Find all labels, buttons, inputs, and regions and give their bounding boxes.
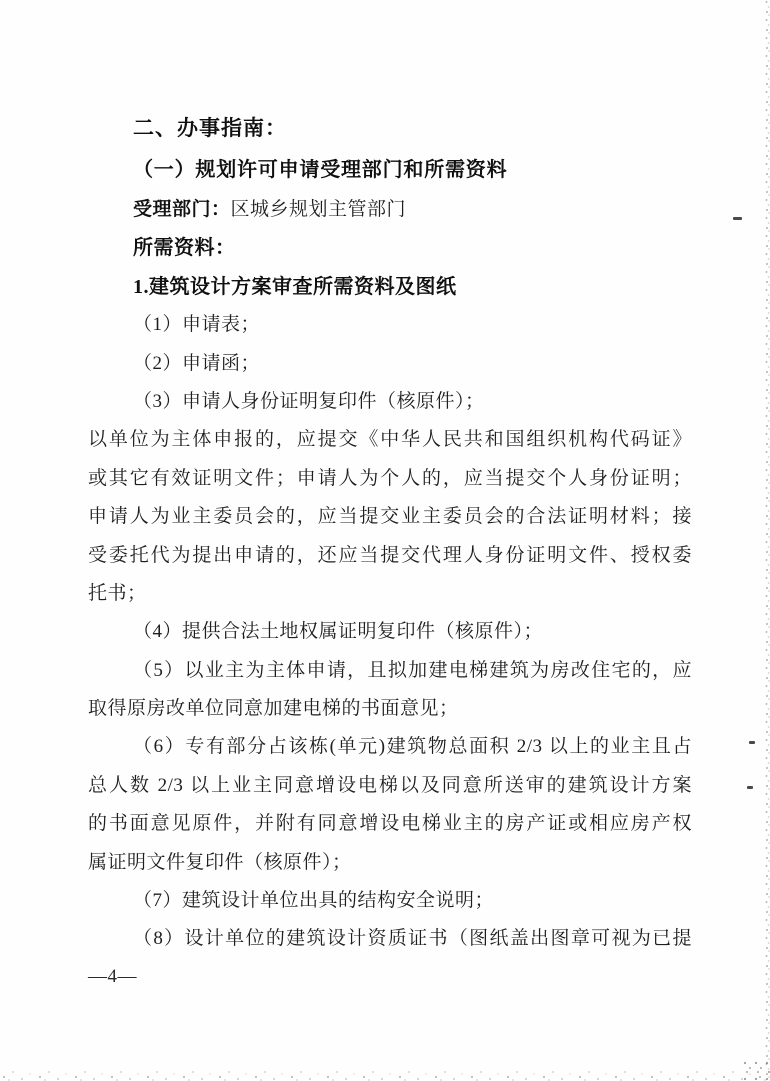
- text-line-11: 申请人为业主委员会的，应当提交业主委员会的合法证明材料；接: [88, 506, 692, 528]
- text-line-16: 取得原房改单位同意加建电梯的书面意见；: [88, 698, 459, 720]
- text-line-13: 托书；: [88, 582, 147, 604]
- text-line-8: （3）申请人身份证明复印件（核原件）；: [133, 390, 485, 412]
- page-number: —4—: [88, 966, 137, 987]
- document-body: [88, 107, 692, 959]
- text-line-9: 以单位为主体申报的，应提交《中华人民共和国组织机构代码证》: [88, 429, 692, 451]
- text-line-17: （6）专有部分占该栋(单元)建筑物总面积 2/3 以上的业主且占: [133, 736, 692, 758]
- text-line-22: （8）设计单位的建筑设计资质证书（图纸盖出图章可视为已提: [133, 928, 692, 950]
- text-line-5: 1.建筑设计方案审查所需资料及图纸: [133, 275, 457, 298]
- text-line-14: （4）提供合法土地权属证明复印件（核原件）；: [133, 621, 544, 643]
- text-line-7: （2）申请函；: [133, 352, 261, 374]
- scan-speck: [749, 741, 755, 744]
- field-value: 区城乡规划主管部门: [230, 199, 407, 220]
- text-line-19: 的书面意见原件，并附有同意增设电梯业主的房产证或相应房产权: [88, 813, 692, 835]
- text-line-3: [88, 191, 692, 229]
- text-line-4: 所需资料：: [133, 237, 236, 260]
- text-line-10: 或其它有效证明文件；申请人为个人的，应当提交个人身份证明；: [88, 467, 692, 489]
- scan-noise-right-edge: [765, 0, 770, 1081]
- text-line-2: （一）规划许可申请受理部门和所需资料: [133, 159, 508, 181]
- scan-noise-bottom-right-corner: [742, 1059, 770, 1081]
- scan-noise-bottom-band: [0, 1068, 770, 1081]
- text-line-15: （5）以业主为主体申请，且拟加建电梯建筑为房改住宅的，应: [133, 659, 692, 681]
- text-line-18: 总人数 2/3 以上业主同意增设电梯以及同意所送审的建筑设计方案: [88, 774, 692, 796]
- text-line-20: 属证明文件复印件（核原件）；: [88, 851, 352, 873]
- scan-speck: [747, 786, 753, 789]
- scan-speck: [733, 217, 742, 220]
- text-line-6: （1）申请表；: [133, 314, 261, 336]
- text-line-21: （7）建筑设计单位出具的结构安全说明；: [133, 890, 495, 912]
- text-line-12: 受委托代为提出申请的，还应当提交代理人身份证明文件、授权委: [88, 544, 692, 566]
- text-line-1: 二、办事指南：: [133, 116, 287, 140]
- field-label: 受理部门：: [133, 199, 231, 220]
